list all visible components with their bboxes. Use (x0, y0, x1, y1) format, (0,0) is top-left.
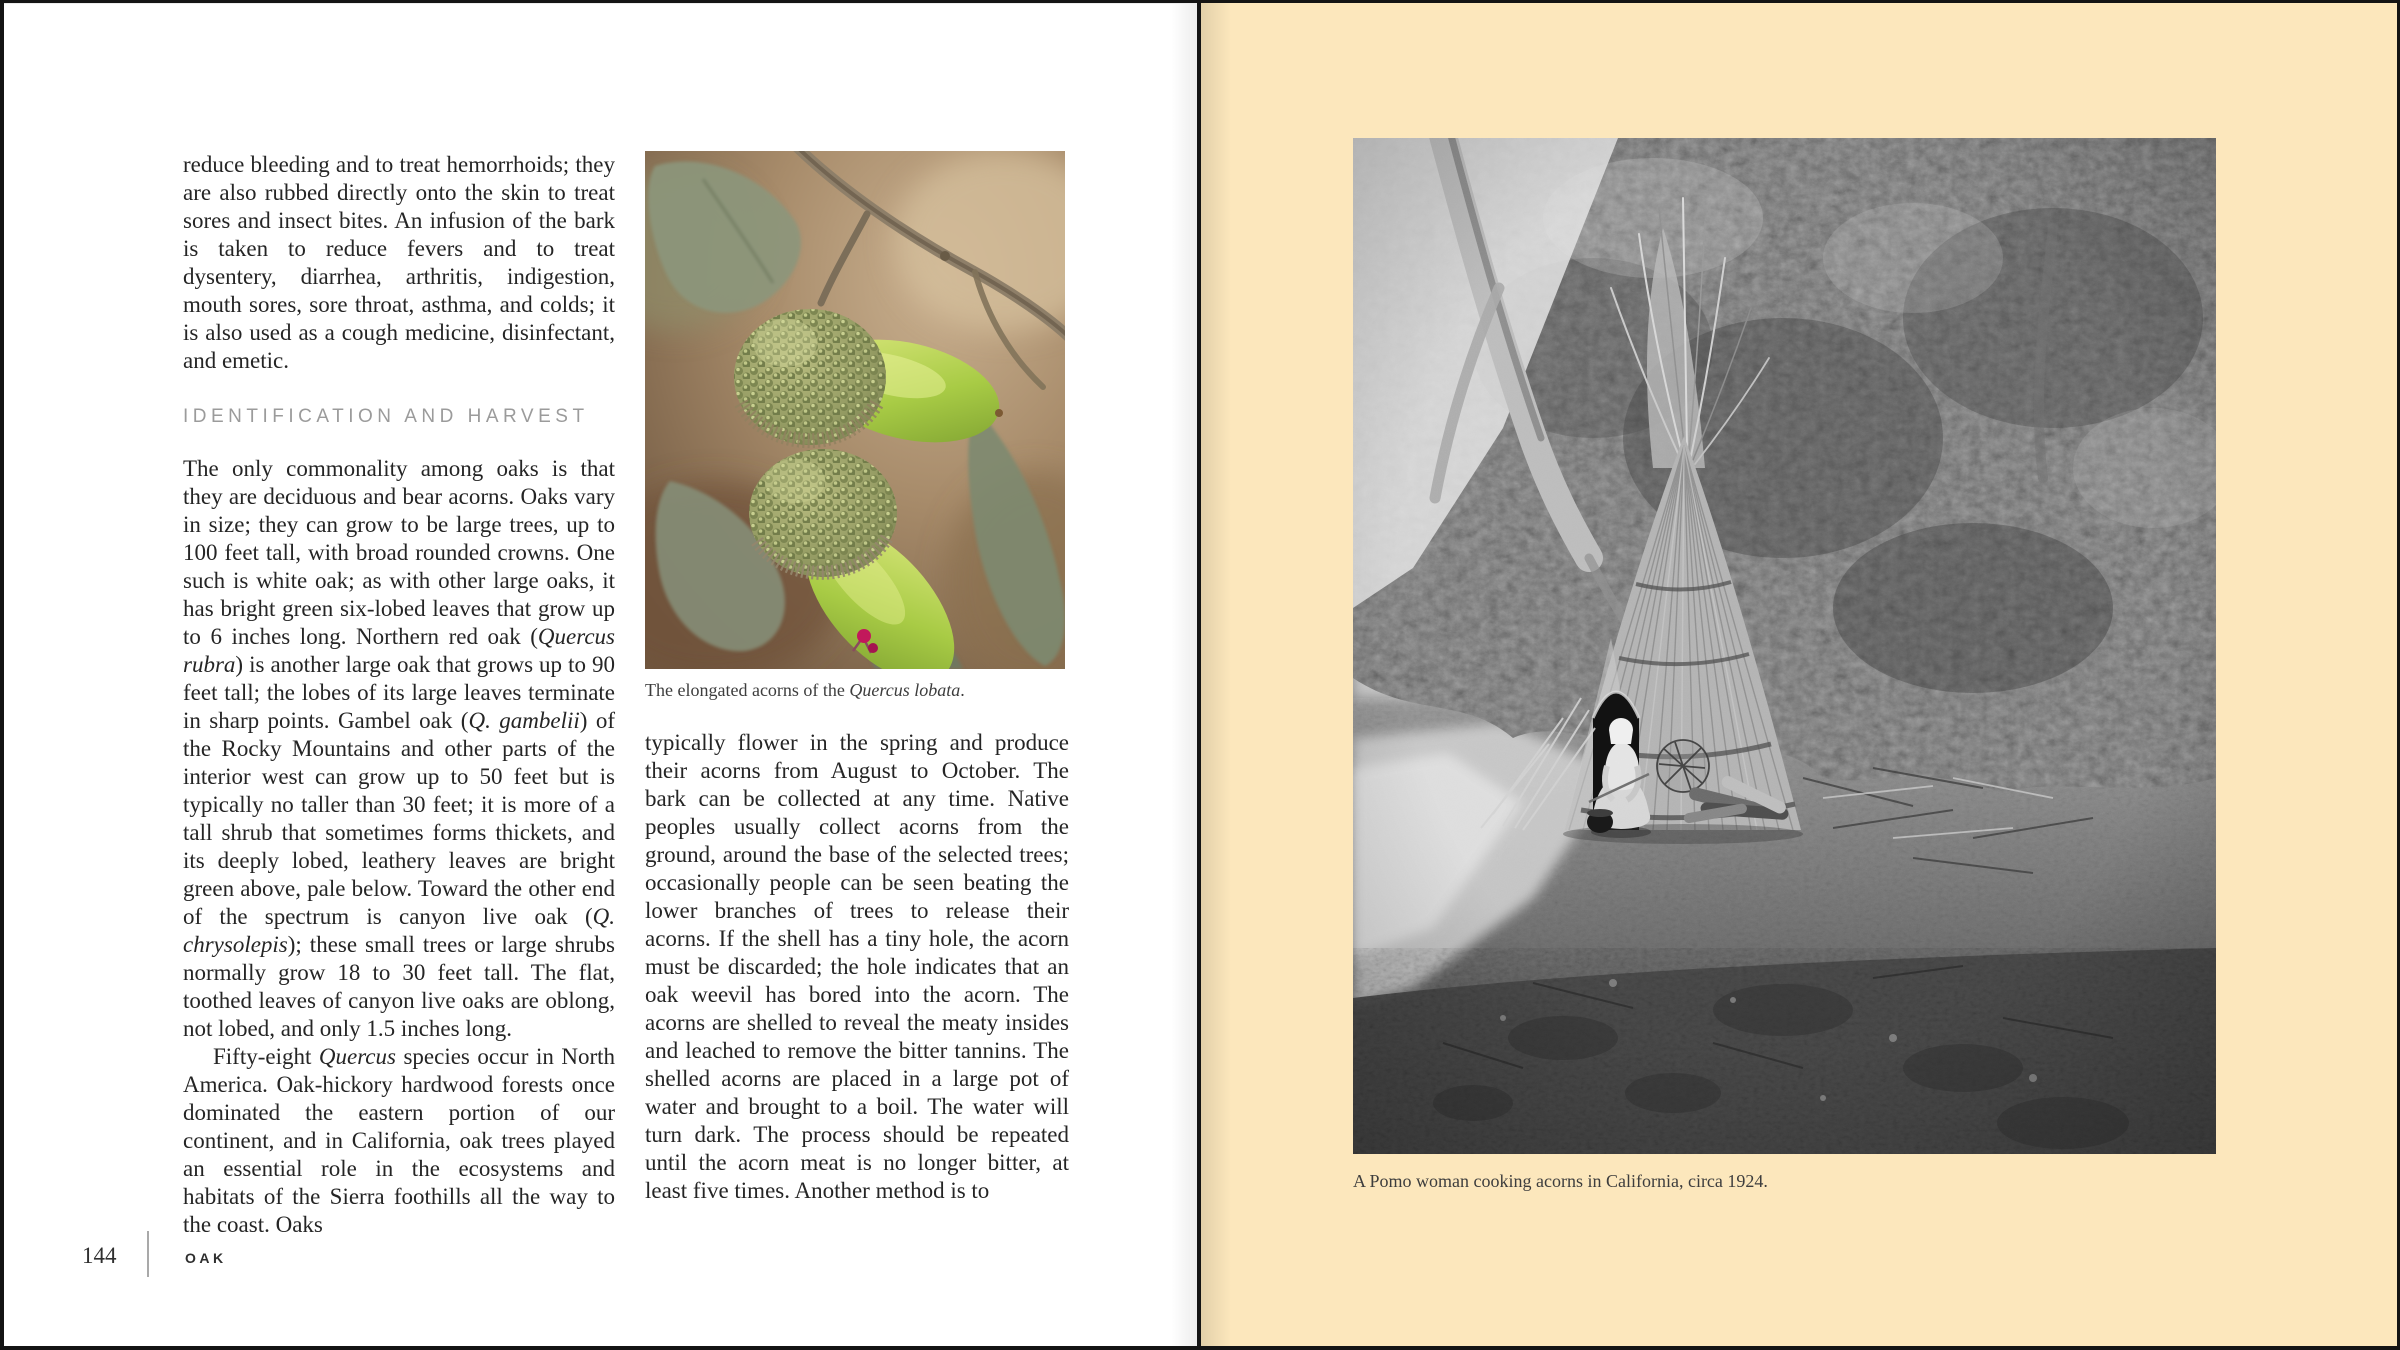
left-page (4, 3, 1197, 1347)
left-text-column (183, 151, 615, 1239)
acorn-photo (645, 151, 1065, 669)
frame-left (0, 0, 4, 1350)
paragraph-harvest: typically flower in the spring and produce their acorns from August to October. The bark can be collected at any time. Native peoples usually collect acorns from the ground, around the base of the selected trees; occasionally people can be seen beating the lower branches of trees to release their acorns. If the shell has a tiny hole, the acorn must be discarded; the hole indicates that an oak weevil has bored into the acorn. The acorns are shelled to reveal the meaty insides and leached to remove the bitter tannins. The shelled acorns are placed in a large pot of water and brought to a boil. The water will turn dark. The process should be repeated until the acorn meat is no longer bitter, at least five times. Another method is to (645, 730, 1069, 1203)
acorn-photo-caption: The elongated acorns of the Quercus lobata. (645, 680, 965, 700)
right-page (1201, 3, 2397, 1346)
paragraph-remedies: reduce bleeding and to treat hemorrhoids; they are also rubbed directly onto the skin to treat sores and insect bites. An infusion of the bark is taken to reduce fevers and to treat dysentery, diarrhea, arthritis, indigestion, mouth sores, sore throat, asthma, and colds; it is also used as a cough medicine, disinfectant, and emetic. (183, 152, 615, 373)
pomo-photo-caption: A Pomo woman cooking acorns in California, circa 1924. (1353, 1171, 1768, 1191)
section-heading: IDENTIFICATION AND HARVEST (183, 406, 589, 427)
footer-divider (147, 1231, 149, 1277)
pomo-photo-art (1353, 138, 2216, 1154)
pomo-photo (1353, 138, 2216, 1154)
frame-top (0, 0, 2400, 3)
paragraph-identification: The only commonality among oaks is that they are deciduous and bear acorns. Oaks vary in size; they can grow to be large trees, up to 100 feet tall, with broad rounded crowns. One such is white oak; as with other large oaks, it has bright green six-lobed leaves that grow up to 6 inches long. Northern red oak (Quercus rubra) is another large oak that grows up to 90 feet tall; the lobes of its large leaves terminate in sharp points. Gambel oak (Q. gambelii) of the Rocky Mountains and other parts of the interior west can grow up to 50 feet but is typically no taller than 30 feet; it is more of a tall shrub that sometimes forms thickets, and its deeply lobed, leathery leaves are bright green above, pale below. Toward the other end of the spectrum is canyon live oak (Q. chrysolepis); these small trees or large shrubs normally grow 18 to 30 feet tall. The flat, toothed leaves of canyon live oaks are oblong, not lobed, and only 1.5 inches long. (183, 456, 615, 1041)
acorn-photo-art (645, 151, 1065, 669)
page-number: 144 (82, 1243, 117, 1268)
right-text-column (645, 729, 1069, 1205)
paragraph-quercus-species: Fifty-eight Quercus species occur in North America. Oak-hickory hardwood forests once dominated the eastern portion of our continent, and in California, oak trees played an essential role in the ecosystems and habitats of the Sierra foothills all the way to the coast. Oaks (183, 1044, 615, 1237)
chapter-label: OAK (185, 1250, 227, 1266)
frame-bottom (0, 1346, 2400, 1350)
